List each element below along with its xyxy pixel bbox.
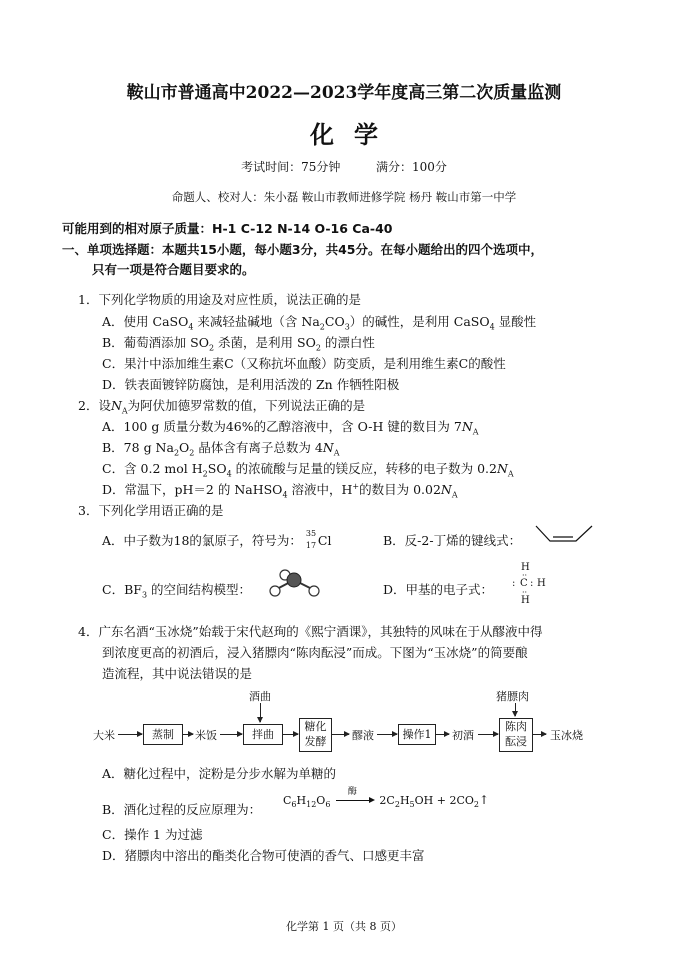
flow-step-operation-1: 操作1 xyxy=(398,724,436,745)
q3-option-a: A．中子数为18的氯原子，符号为： 35 17 Cl xyxy=(102,528,332,550)
flow-step-saccharify-ferment: 糖化 发酵 xyxy=(299,718,332,752)
trans-2-butene-skeletal xyxy=(532,522,598,546)
q2-option-c: C．含 0.2 mol $H_2SO_4$ 的浓硫酸与足量的镁反应，转移的电子数为 $0.2N_A$ xyxy=(102,461,514,479)
q2-option-a: A．100 g 质量分数为46%的乙醇溶液中，含 O-H 键的数目为 $7N_A$ xyxy=(102,419,479,437)
flow-mid-mash: 醪液 xyxy=(352,729,374,742)
flow-step-steam: 蒸制 xyxy=(143,724,183,745)
subject-title: 化学 xyxy=(310,120,398,149)
exam-meta xyxy=(0,158,688,175)
q1-option-a: A．使用 CaSO$_4$ 来减轻盐碱地（含 $Na_2CO_3$）的碱性，是利用 CaSO$_4$ 显酸性 xyxy=(102,314,537,332)
q3-option-b: B．反-2-丁烯的键线式： xyxy=(383,533,522,548)
q3-option-d: D．甲基的电子式： xyxy=(383,582,494,597)
flow-input-rice: 大米 xyxy=(93,729,115,742)
bf3-model-icon xyxy=(264,566,324,600)
enzyme-catalyst-label: 酶 xyxy=(347,787,357,797)
q4-stem-1: 4．广东名酒“玉冰烧”始载于宋代赵珣的《熙宁酒课》，其独特的风味在于从醪液中得 xyxy=(78,624,543,639)
q1-stem: 1．下列化学物质的用途及对应性质，说法正确的是 xyxy=(78,292,361,307)
exam-authors: 命题人、校对人：朱小磊 鞍山市教师进修学院 杨丹 鞍山市第一中学 xyxy=(171,190,517,204)
nuclide-mass: 35 xyxy=(305,528,317,538)
q2-option-b: B．78 g $Na_2O_2$ 晶体含有离子总数为 $4N_A$ xyxy=(102,440,340,458)
methyl-electron-formula: H : C : H H ·· ·· xyxy=(512,562,546,606)
q1-option-d: D．铁表面镀锌防腐蚀，是利用活泼的 Zn 作牺牲阳极 xyxy=(102,377,400,392)
q4-b-equation: $C_6H_{12}O_6$ 酶 $2C_2H_5OH$ + $2CO_2↑$ xyxy=(283,793,489,809)
q1-option-c: C．果汁中添加维生素C（又称抗坏血酸）防变质，是利用维生素C的酸性 xyxy=(102,356,506,371)
q4-option-c: C．操作 1 为过滤 xyxy=(102,827,203,842)
q2-option-d: D．常温下，pH＝2 的 NaHSO$_4$ 溶液中，H+的数目为 $0.02N_A$ xyxy=(102,481,458,500)
flow-step-mix-koji: 拌曲 xyxy=(243,724,283,745)
q4-option-d: D．猪膘肉中溶出的酯类化合物可使酒的香气、口感更丰富 xyxy=(102,848,425,863)
q3-option-c: C．$BF_3$ 的空间结构模型： xyxy=(102,582,252,600)
flow-mid-first-liquor: 初酒 xyxy=(452,729,474,742)
gas-arrow-icon: ↑ xyxy=(478,793,490,807)
flow-step-pork-soak: 陈肉 酝浸 xyxy=(499,718,533,752)
exam-time: 考试时间：75分钟 xyxy=(241,160,341,174)
flow-mid-cooked-rice: 米饭 xyxy=(195,729,217,742)
q4-option-b: B．酒化过程的反应原理为： xyxy=(102,802,262,817)
nuclide-z: 17 xyxy=(305,540,317,550)
flow-output-yubingshao: 玉冰烧 xyxy=(550,729,583,742)
flow-top-input-koji: 酒曲 xyxy=(249,690,271,703)
flow-top-input-pork-fat: 猪膘肉 xyxy=(496,690,529,703)
section-heading: 一、单项选择题：本题共15小题，每小题3分，共45分。在每小题给出的四个选项中， xyxy=(62,242,543,257)
exam-score: 满分：100分 xyxy=(376,160,447,174)
q3-stem: 3．下列化学用语正确的是 xyxy=(78,503,224,518)
section-heading-cont: 只有一项是符合题目要求的。 xyxy=(92,262,255,277)
exam-title: 鞍山市普通高中2022—2023学年度高三第二次质量监测 xyxy=(126,83,562,103)
q4-option-a: A．糖化过程中，淀粉是分步水解为单糖的 xyxy=(102,766,337,781)
q4-stem-3: 造流程，其中说法错误的是 xyxy=(102,666,253,681)
q1-option-b: B．葡萄酒添加 $SO_2$ 杀菌，是利用 $SO_2$ 的漂白性 xyxy=(102,335,375,353)
page-footer: 化学第 1 页（共 8 页） xyxy=(286,920,402,933)
atomic-masses: 可能用到的相对原子质量：H-1 C-12 N-14 O-16 Ca-40 xyxy=(62,221,393,236)
q2-stem: 2．设$N_A$为阿伏加德罗常数的值，下列说法正确的是 xyxy=(78,398,366,416)
q4-stem-2: 到浓度更高的初酒后，浸入猪膘肉“陈肉酝浸”而成。下图为“玉冰烧”的简要酿 xyxy=(102,645,528,660)
